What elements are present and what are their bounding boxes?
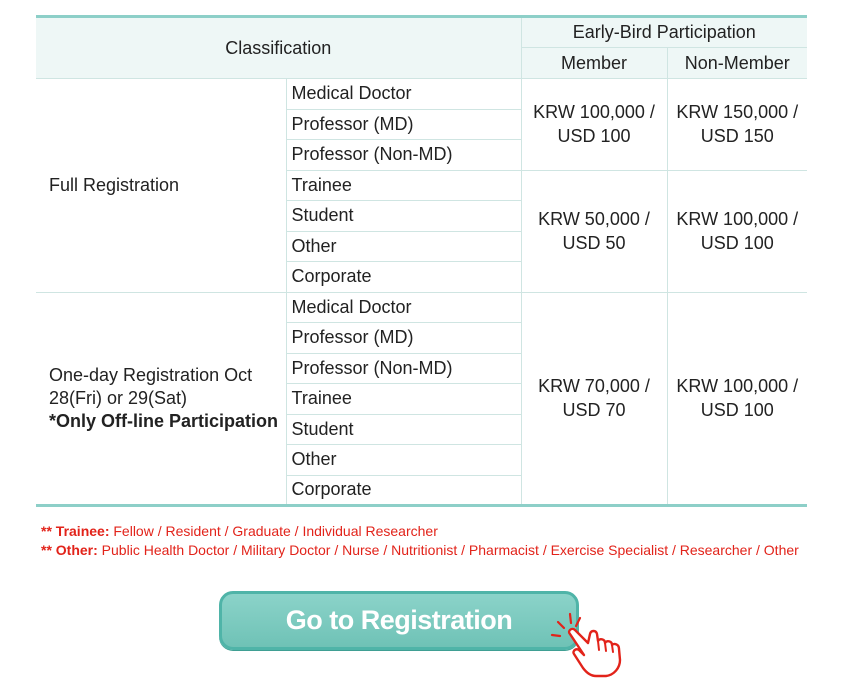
full-type-other: Other — [286, 231, 521, 262]
price-line: USD 50 — [562, 233, 626, 253]
oneday-type-professor-md: Professor (MD) — [286, 323, 521, 354]
full-type-medical-doctor: Medical Doctor — [286, 79, 521, 110]
oneday-label-line: One-day Registration Oct — [49, 364, 253, 385]
full-registration-label: Full Registration — [36, 79, 286, 293]
oneday-type-corporate: Corporate — [286, 475, 521, 506]
price-line: KRW 70,000 / — [538, 376, 650, 397]
oneday-type-medical-doctor: Medical Doctor — [286, 292, 521, 323]
price-line: USD 100 — [700, 400, 774, 421]
oneday-type-other: Other — [286, 445, 521, 476]
header-non-member: Non-Member — [667, 48, 807, 79]
full-type-corporate: Corporate — [286, 262, 521, 293]
header-early-bird: Early-Bird Participation — [521, 17, 807, 48]
price-line: KRW 150,000 / — [676, 102, 799, 123]
full-type-professor-non-md: Professor (Non-MD) — [286, 140, 521, 171]
oneday-type-professor-non-md: Professor (Non-MD) — [286, 353, 521, 384]
full-type-student: Student — [286, 201, 521, 232]
footnote-text: Fellow / Resident / Graduate / Individual Researcher — [109, 523, 438, 539]
full-group1-member-price — [521, 79, 667, 171]
footnote-key: ** Trainee: — [41, 523, 110, 539]
pointing-hand-icon — [548, 610, 638, 680]
price-line: USD 150 — [700, 126, 774, 147]
price-line: KRW 100,000 / — [676, 209, 799, 229]
oneday-type-student: Student — [286, 414, 521, 445]
footnote-trainee — [41, 522, 799, 541]
footnote-key: ** Other: — [41, 542, 98, 558]
oneday-type-trainee: Trainee — [286, 384, 521, 415]
oneday-registration-label — [36, 292, 286, 506]
full-group2-member-price — [521, 170, 667, 292]
full-group2-non-member-price — [667, 170, 807, 292]
footnotes — [41, 522, 799, 560]
price-line: USD 100 — [557, 126, 631, 147]
footnote-other — [41, 541, 799, 560]
oneday-label-line: 28(Fri) or 29(Sat) — [49, 387, 188, 408]
price-line: KRW 100,000 / — [676, 376, 799, 397]
price-line: KRW 100,000 / — [533, 102, 655, 123]
oneday-member-price — [521, 292, 667, 506]
price-line: USD 100 — [700, 233, 774, 253]
price-line: USD 70 — [562, 400, 626, 421]
oneday-offline-note: *Only Off-line Participation — [49, 410, 279, 431]
go-to-registration-button[interactable] — [219, 591, 579, 650]
full-group1-non-member-price — [667, 79, 807, 171]
full-type-trainee: Trainee — [286, 170, 521, 201]
registration-fee-table — [36, 15, 807, 507]
price-line: KRW 50,000 / — [538, 209, 650, 229]
footnote-text: Public Health Doctor / Military Doctor / Nurse / Nutritionist / Pharmacist / Exercise Specialist / Researcher / Other — [97, 542, 799, 558]
header-member: Member — [521, 48, 667, 79]
header-classification: Classification — [36, 17, 521, 79]
go-to-registration-label: Go to Registration — [285, 605, 513, 635]
oneday-non-member-price — [667, 292, 807, 506]
full-type-professor-md: Professor (MD) — [286, 109, 521, 140]
